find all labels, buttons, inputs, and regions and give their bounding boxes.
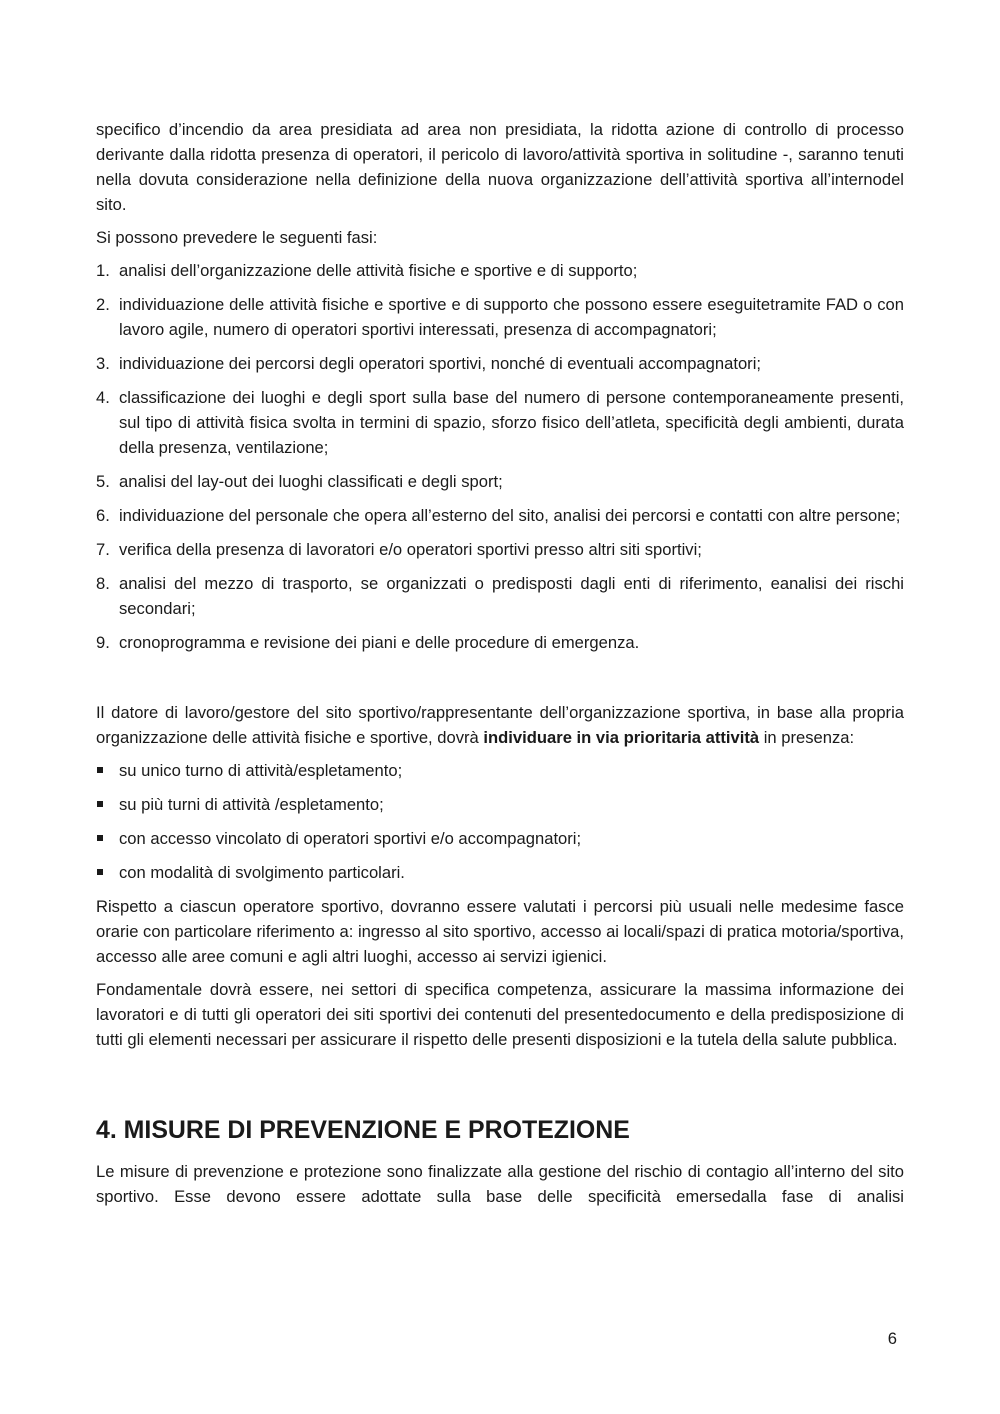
phases-list bbox=[96, 258, 904, 655]
measures-paragraph: Le misure di prevenzione e protezione sono finalizzate alla gestione del rischio di contagio all’interno del sito sportivo. Esse devono essere adottate sulla base delle specificità emersedalla fase di analisi bbox=[96, 1162, 904, 1206]
list-item-text: individuazione del personale che opera all’esterno del sito, analisi dei percorsi e contatti con altre persone; bbox=[119, 506, 901, 525]
list-item bbox=[96, 292, 904, 342]
list-item-number: 3. bbox=[96, 354, 110, 373]
list-item-number: 1. bbox=[96, 261, 110, 280]
list-item-number: 7. bbox=[96, 540, 110, 559]
list-item bbox=[96, 826, 904, 851]
list-item bbox=[96, 351, 904, 376]
information-paragraph: Fondamentale dovrà essere, nei settori di specifica competenza, assicurare la massima informazione dei lavoratori e di tutti gli operatori dei siti sportivi dei contenuti del presentedocumento e della predisposizione di tutti gli elementi necessari per assicurare il rispetto delle presenti disposizioni e la tutela della salute pubblica. bbox=[96, 980, 904, 1049]
list-item-text: analisi del lay-out dei luoghi classificati e degli sport; bbox=[119, 472, 503, 491]
list-item-number: 5. bbox=[96, 472, 110, 491]
list-item bbox=[96, 571, 904, 621]
section-heading: 4. MISURE DI PREVENZIONE E PROTEZIONE bbox=[96, 1116, 630, 1144]
page-number: 6 bbox=[887, 1329, 897, 1348]
list-item bbox=[96, 469, 904, 494]
list-item bbox=[96, 385, 904, 460]
list-item-number: 6. bbox=[96, 506, 110, 525]
list-item bbox=[96, 537, 904, 562]
vertical-space bbox=[96, 664, 904, 700]
intro-paragraph: specifico d’incendio da area presidiata ad area non presidiata, la ridotta azione di controllo di processo derivante dalla ridotta presenza di operatori, il pericolo di lavoro/attività sportiva in solitudine -, saranno tenuti nella dovuta considerazione nella definizione della nuova organizzazione dell’attività sportiva all’internodel sito. bbox=[96, 120, 904, 214]
list-item-text: analisi del mezzo di trasporto, se organizzati o predisposti dagli enti di riferimento, eanalisi dei rischi secondari; bbox=[119, 574, 904, 618]
employer-text-bold: individuare in via prioritaria attività bbox=[483, 728, 760, 747]
employer-text-after: in presenza: bbox=[759, 728, 855, 747]
list-item-number: 9. bbox=[96, 633, 110, 652]
list-item-text: verifica della presenza di lavoratori e/o operatori sportivi presso altri siti sportivi; bbox=[119, 540, 702, 559]
square-bullet-icon bbox=[97, 869, 103, 875]
list-item-number: 2. bbox=[96, 295, 110, 314]
list-item bbox=[96, 503, 904, 528]
routes-paragraph: Rispetto a ciascun operatore sportivo, dovranno essere valutati i percorsi più usuali nelle medesime fasce orarie con particolare riferimento a: ingresso al sito sportivo, accesso ai locali/spazi di pratica motoria/sportiva, accesso alle aree comuni e agli altri luoghi, accesso ai servizi igienici. bbox=[96, 897, 904, 966]
list-item-text: individuazione dei percorsi degli operatori sportivi, nonché di eventuali accompagnatori; bbox=[119, 354, 762, 373]
list-item-number: 8. bbox=[96, 574, 110, 593]
phases-intro: Si possono prevedere le seguenti fasi: bbox=[96, 228, 378, 247]
activity-modes-list bbox=[96, 758, 904, 885]
list-item-text: analisi dell’organizzazione delle attività fisiche e sportive e di supporto; bbox=[119, 261, 638, 280]
square-bullet-icon bbox=[97, 767, 103, 773]
list-item-text: cronoprogramma e revisione dei piani e delle procedure di emergenza. bbox=[119, 633, 640, 652]
employer-text-before: Il datore di lavoro/gestore del sito sportivo/rappresentante dell’organizzazione sportiva, in base alla propria organizzazione delle attività fisiche e sportive, dovrà bbox=[96, 703, 904, 747]
list-item bbox=[96, 792, 904, 817]
vertical-space bbox=[96, 1060, 904, 1118]
square-bullet-icon bbox=[97, 801, 103, 807]
list-item bbox=[96, 758, 904, 783]
list-item-text: con accesso vincolato di operatori sportivi e/o accompagnatori; bbox=[119, 829, 582, 848]
document-page bbox=[96, 117, 904, 1217]
list-item bbox=[96, 258, 904, 283]
list-item bbox=[96, 860, 904, 885]
vertical-space bbox=[96, 1143, 904, 1159]
list-item-text: classificazione dei luoghi e degli sport sulla base del numero di persone contemporaneamente presenti, sul tipo di attività fisica svolta in termini di spazio, sforzo fisico dell’atleta, specificità degli ambienti, durata della presenza, ventilazione; bbox=[119, 388, 904, 457]
square-bullet-icon bbox=[97, 835, 103, 841]
list-item-text: individuazione delle attività fisiche e sportive e di supporto che possono essere eseguitetramite FAD o con lavoro agile, numero di operatori sportivi interessati, presenza di accompagnatori; bbox=[119, 295, 904, 339]
list-item-text: su unico turno di attività/espletamento; bbox=[119, 761, 403, 780]
list-item-text: con modalità di svolgimento particolari. bbox=[119, 863, 405, 882]
list-item-number: 4. bbox=[96, 388, 110, 407]
list-item-text: su più turni di attività /espletamento; bbox=[119, 795, 384, 814]
employer-paragraph bbox=[96, 700, 904, 750]
list-item bbox=[96, 630, 904, 655]
